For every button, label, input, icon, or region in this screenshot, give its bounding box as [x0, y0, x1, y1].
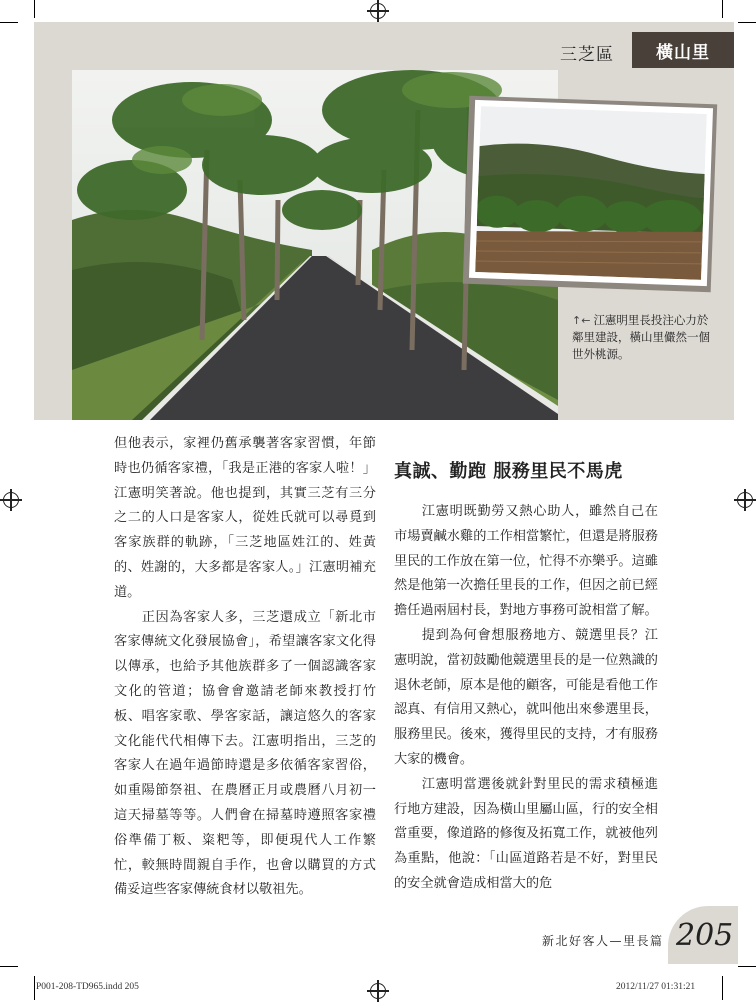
- photo-caption: [572, 312, 718, 363]
- caption-text: 江憲明里長投注心力於鄰里建設，橫山里儼然一個世外桃源。: [572, 313, 710, 361]
- village-label: 橫山里: [632, 32, 734, 68]
- district-label: 三芝區: [560, 45, 614, 65]
- right-text-column: [394, 500, 658, 897]
- registration-mark-icon: [737, 492, 753, 508]
- crop-mark: [722, 0, 723, 18]
- section-heading: 真誠、勤跑 服務里民不馬虎: [394, 461, 623, 482]
- paragraph: 提到為何會想服務地方、競選里長？江憲明說，當初鼓勵他競選里長的是一位熟識的退休老師，原本是他的顧客，可能是看他工作認真、有信用又熱心，就叫他出來參選里長，服務里民。後來，獲得里民的支持，才有服務大家的機會。: [394, 627, 658, 767]
- crop-mark: [722, 976, 723, 1000]
- crop-mark: [0, 966, 18, 967]
- paragraph: 正因為客家人多，三芝還成立「新北市客家傳統文化發展協會」，希望讓客家文化得以傳承，也給予其他族群多了一個認識客家文化的管道；協會會邀請老師來教授打竹板、唱客家歌、學客家話，讓這悠久的客家文化能代代相傳下去。江憲明指出，三芝的客家人在過年過節時還是多依循客家習俗，如重陽節祭祖、在農曆正月或農曆八月初一這天掃墓等等。人們會在掃墓時遵照客家禮俗準備丁粄、粢粑等，即便現代人工作繁忙，較無時間親自手作，也會以購買的方式備妥這些客家傳統食材以敬祖先。: [114, 609, 376, 898]
- page-number: 205: [676, 918, 734, 953]
- paragraph: 但他表示，家裡仍舊承襲著客家習慣，年節時也仍循客家禮，「我是正港的客家人啦！」江憲明笑著說。他也提到，其實三芝有三分之二的人口是客家人，從姓氏就可以尋覓到客家族群的軌跡，「三芝地區姓江的、姓黃的、姓謝的，大多都是客家人。」江憲明補充道。: [114, 436, 376, 600]
- hillside-photo-illustration: [475, 106, 707, 280]
- registration-mark-icon: [3, 492, 19, 508]
- registration-mark-icon: [370, 983, 386, 999]
- crop-mark: [0, 22, 18, 23]
- slug-timestamp: 2012/11/27 01:31:21: [616, 982, 696, 992]
- book-title: 新北好客人—里長篇: [542, 934, 664, 948]
- caption-arrows-icon: ↑←: [572, 314, 591, 327]
- crop-mark: [34, 0, 35, 18]
- crop-mark: [738, 966, 756, 967]
- hillside-photo: [469, 100, 713, 286]
- paragraph: 江憲明當選後就針對里民的需求積極進行地方建設，因為橫山里屬山區，行的安全相當重要，像道路的修復及拓寬工作，就被他列為重點，他說：「山區道路若是不好，對里民的安全就會造成相當大的危: [394, 776, 658, 891]
- slug-filename: P001-208-TD965.indd 205: [36, 982, 139, 992]
- registration-mark-icon: [370, 3, 386, 19]
- crop-mark: [738, 22, 756, 23]
- paragraph: 江憲明既勤勞又熱心助人，雖然自己在市場賣鹹水雞的工作相當繁忙，但還是將服務里民的工作放在第一位，忙得不亦樂乎。這雖然是他第一次擔任里長的工作，但因之前已經擔任過兩屆村長，對地方事務可說相當了解。: [394, 504, 658, 619]
- left-text-column: [114, 432, 376, 903]
- crop-mark: [34, 976, 35, 1000]
